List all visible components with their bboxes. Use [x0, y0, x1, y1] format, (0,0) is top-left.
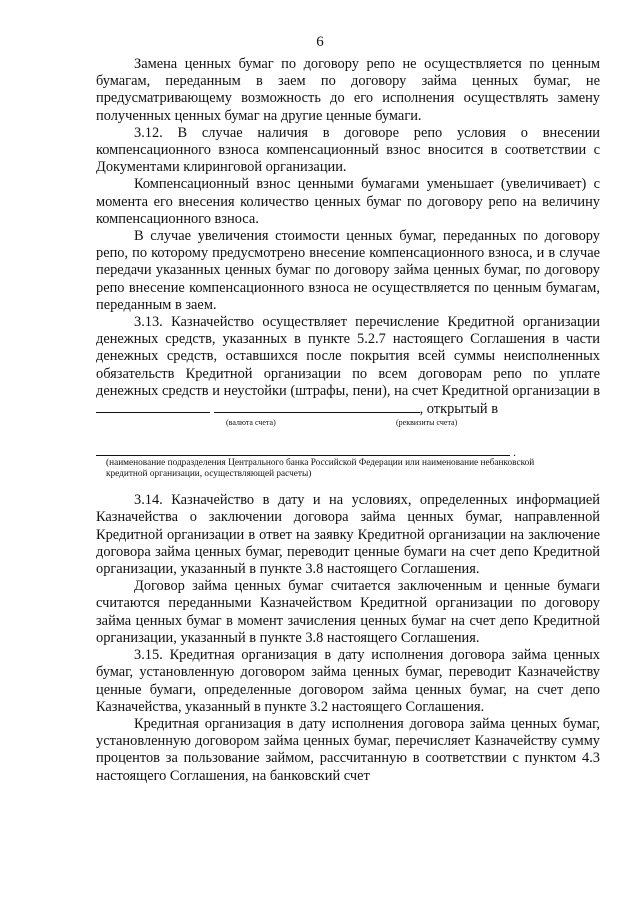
line-end-dot: .	[513, 445, 516, 460]
subdivision-caption: (наименование подразделения Центрального банка Российской Федерации или наименование небанковской кредитной организации, осуществляющей расчеты)	[106, 458, 535, 480]
paragraph-3-13-text: 3.13. Казначейство осуществляет перечисление Кредитной организации денежных средств, указанных в пункте 5.2.7 настоящего Соглашения в части денежных средств, оставшихся после покрытия всей суммы неисполненных обязательств Кредитной организации по всем договорам репо по уплате денежных средств и неустойки (штрафы, пени), на счет Кредитной организации в	[96, 314, 600, 399]
paragraph-3-14: 3.14. Казначейство в дату и на условиях, определенных информацией Казначейства о заключении договора займа ценных бумаг, направленной Кредитной организации в ответ на заявку Кредитной организации на заключение договора займа ценных бумаг, переводит ценные бумаги на счет депо Кредитной организации, указанный в пункте 3.8 настоящего Соглашения.	[96, 492, 600, 578]
requisites-caption: (реквизиты счета)	[396, 418, 458, 428]
paragraph-3-13-tail: , открытый в	[419, 401, 499, 418]
paragraph-securities-replacement: Замена ценных бумаг по договору репо не осуществляется по ценным бумагам, переданным в заем по договору займа ценных бумаг, не предусматривающему возможность до его исполнения осуществлять замену полученных ценных бумаг на другие ценные бумаги.	[96, 56, 600, 124]
paragraph-value-increase: В случае увеличения стоимости ценных бумаг, переданных по договору репо, по которому предусмотрено внесение компенсационного взноса, и в случае передачи указанных ценных бумаг по договору займа ценных бумаг, по договору репо внесение компенсационного взноса не осуществляется по ценным бумагам, переданным в заем.	[96, 228, 600, 313]
paragraph-3-13	[96, 314, 600, 418]
paragraph-loan-concluded: Договор займа ценных бумаг считается заключенным и ценные бумаги считаются переданными Казначейством Кредитной организации по договору займа ценных бумаг в момент зачисления ценных бумаг на счет депо Кредитной организации, указанный в пункте 3.8 настоящего Соглашения.	[96, 578, 600, 646]
currency-caption: (валюта счета)	[226, 418, 276, 428]
paragraph-3-12: 3.12. В случае наличия в договоре репо условия о внесении компенсационного взноса компенсационный взнос вносится в соответствии с Документами клиринговой организации.	[96, 124, 600, 176]
subdivision-blank-line	[96, 445, 516, 460]
document-body	[96, 56, 600, 785]
paragraph-interest-transfer: Кредитная организация в дату исполнения договора займа ценных бумаг, установленную договором займа ценных бумаг, перечисляет Казначейству сумму процентов за пользование займом, рассчитанную в соответствии с пунктом 4.3 настоящего Соглашения, на банковский счет	[96, 715, 600, 784]
requisites-blank-line	[214, 400, 420, 413]
blank-captions-row	[96, 418, 600, 430]
currency-blank-line	[96, 400, 210, 413]
paragraph-compensation-fee: Компенсационный взнос ценными бумагами уменьшает (увеличивает) с момента его внесения количество ценных бумаг по договору репо на величину компенсационного взноса.	[96, 176, 600, 227]
page-number: 6	[316, 34, 324, 50]
paragraph-3-15: 3.15. Кредитная организация в дату исполнения договора займа ценных бумаг, установленную договором займа ценных бумаг, переводит Казначейству ценные бумаги, определенные договором займа ценных бумаг, на счет депо Казначейства, указанный в пункте 3.2 настоящего Соглашения.	[96, 647, 600, 715]
